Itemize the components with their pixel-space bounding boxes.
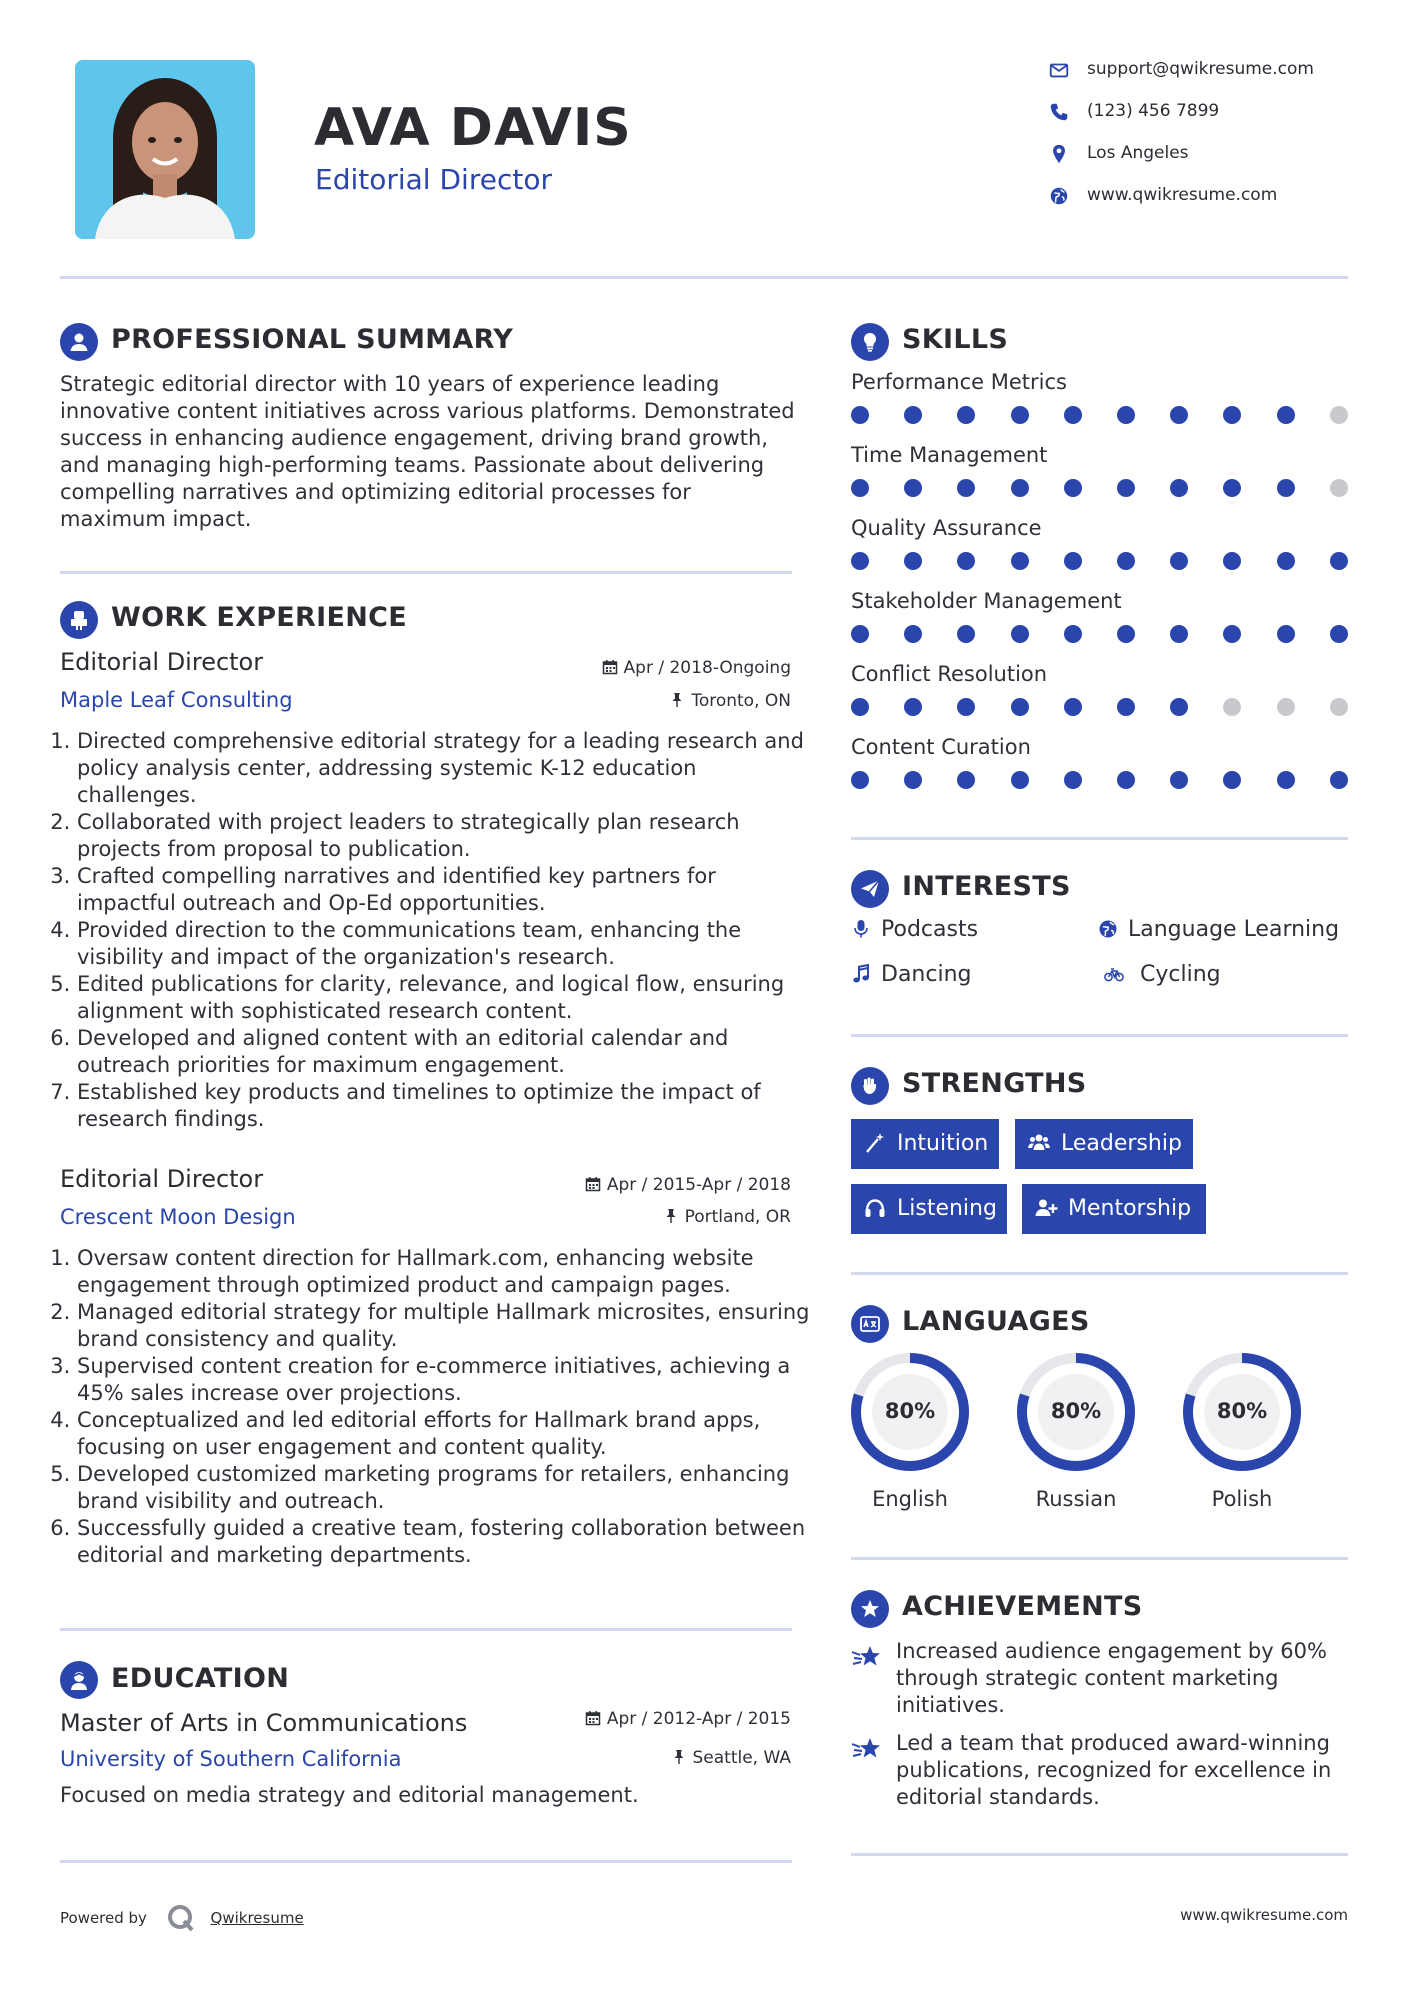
job-title-1: Editorial Director bbox=[60, 648, 264, 676]
language-percent: 80% bbox=[884, 1399, 936, 1423]
section-title-summary: PROFESSIONAL SUMMARY bbox=[111, 324, 514, 355]
contact-location bbox=[1048, 141, 1348, 167]
skill-dot bbox=[1170, 771, 1188, 789]
skill-dot bbox=[1011, 625, 1029, 643]
education-location-text: Seattle, WA bbox=[692, 1748, 791, 1768]
section-title-experience: WORK EXPERIENCE bbox=[111, 602, 407, 633]
strength-label: Mentorship bbox=[1068, 1196, 1192, 1221]
skill-dot bbox=[957, 698, 975, 716]
skill-dot bbox=[1011, 552, 1029, 570]
skill-dot bbox=[1064, 552, 1082, 570]
skill-dot bbox=[1064, 771, 1082, 789]
skill-dot bbox=[957, 771, 975, 789]
qwikresume-link[interactable]: Qwikresume bbox=[210, 1909, 304, 1927]
skill-dot bbox=[904, 625, 922, 643]
skill-name: Content Curation bbox=[851, 735, 1031, 759]
globe-icon bbox=[1048, 185, 1070, 207]
skill-dot bbox=[1330, 698, 1348, 716]
skill-dot bbox=[851, 406, 869, 424]
education-dates bbox=[500, 1709, 791, 1729]
skill-dot bbox=[1117, 406, 1135, 424]
skill-dot bbox=[851, 698, 869, 716]
skill-dot bbox=[851, 771, 869, 789]
skill-dot bbox=[1223, 698, 1241, 716]
interest-label: Dancing bbox=[881, 962, 972, 987]
skill-dot bbox=[1117, 771, 1135, 789]
skill-dot bbox=[1277, 698, 1295, 716]
skill-dot bbox=[904, 552, 922, 570]
profile-photo bbox=[75, 60, 255, 239]
skill-dot bbox=[1277, 552, 1295, 570]
section-title-interests: INTERESTS bbox=[902, 871, 1071, 902]
header-divider bbox=[60, 276, 1348, 279]
skill-dot bbox=[1330, 479, 1348, 497]
skill-dot bbox=[851, 625, 869, 643]
pushpin-icon bbox=[669, 692, 685, 708]
language-name: Russian bbox=[1035, 1487, 1117, 1511]
list-item: 6. Developed and aligned content with an editorial calendar and outreach priorities for maximum engagement. bbox=[77, 1025, 817, 1079]
contact-location-text: Los Angeles bbox=[1087, 143, 1189, 163]
strength-label: Leadership bbox=[1061, 1131, 1182, 1156]
skill-dot bbox=[957, 479, 975, 497]
skill-dot bbox=[1117, 625, 1135, 643]
footer-url[interactable]: www.qwikresume.com bbox=[1180, 1906, 1348, 1924]
divider-strengths bbox=[851, 1272, 1348, 1275]
strength-label: Intuition bbox=[897, 1131, 989, 1156]
language-percent: 80% bbox=[1216, 1399, 1268, 1423]
users-icon bbox=[1027, 1131, 1051, 1155]
language-name: English bbox=[872, 1487, 948, 1511]
skill-dot bbox=[957, 406, 975, 424]
job-location-1 bbox=[500, 691, 791, 711]
job-location-1-text: Toronto, ON bbox=[691, 691, 791, 711]
section-title-skills: SKILLS bbox=[902, 324, 1009, 355]
education-dates-text: Apr / 2012-Apr / 2015 bbox=[606, 1709, 791, 1729]
phone-icon bbox=[1048, 101, 1070, 123]
skill-dot bbox=[904, 406, 922, 424]
language-icon bbox=[851, 1305, 889, 1343]
skill-name: Stakeholder Management bbox=[851, 589, 1122, 613]
skill-dot bbox=[1277, 625, 1295, 643]
skill-dot bbox=[1011, 406, 1029, 424]
skill-dot bbox=[1277, 771, 1295, 789]
skill-dot bbox=[1223, 552, 1241, 570]
star-badge-icon bbox=[851, 1590, 889, 1628]
strength-intuition bbox=[851, 1119, 999, 1169]
candidate-title: Editorial Director bbox=[315, 163, 552, 196]
language-percent: 80% bbox=[1050, 1399, 1102, 1423]
contact-phone[interactable] bbox=[1048, 99, 1348, 125]
list-item: 2. Collaborated with project leaders to strategically plan research projects from proposal to publication. bbox=[77, 809, 817, 863]
interest-label: Cycling bbox=[1140, 962, 1221, 987]
section-title-education: EDUCATION bbox=[111, 1663, 290, 1694]
skill-dot bbox=[1170, 406, 1188, 424]
contact-email-text: support@qwikresume.com bbox=[1087, 59, 1314, 79]
footer-powered-by bbox=[60, 1903, 304, 1933]
skill-dot bbox=[1170, 479, 1188, 497]
achievement-item: Led a team that produced award-winning publications, recognized for excellence in editorial standards. bbox=[896, 1731, 1332, 1809]
language-name: Polish bbox=[1211, 1487, 1273, 1511]
job-dates-2 bbox=[500, 1175, 791, 1195]
microphone-icon bbox=[851, 919, 871, 939]
list-item: 6. Successfully guided a creative team, fostering collaboration between editorial and marketing departments. bbox=[77, 1515, 817, 1569]
user-plus-icon bbox=[1034, 1196, 1058, 1220]
company-2: Crescent Moon Design bbox=[60, 1205, 296, 1229]
skill-name: Time Management bbox=[851, 443, 1048, 467]
skill-rating bbox=[851, 625, 1351, 645]
skill-dot bbox=[904, 698, 922, 716]
list-item: 3. Supervised content creation for e-commerce initiatives, achieving a 45% sales increase over projections. bbox=[77, 1353, 817, 1407]
skill-dot bbox=[1117, 552, 1135, 570]
shooting-star-icon bbox=[851, 1735, 885, 1765]
company-1: Maple Leaf Consulting bbox=[60, 688, 293, 712]
paper-plane-icon bbox=[851, 870, 889, 908]
contact-phone-text: (123) 456 7899 bbox=[1087, 101, 1220, 121]
qwikresume-logo-icon bbox=[166, 1903, 196, 1933]
list-item: 4. Conceptualized and led editorial efforts for Hallmark brand apps, focusing on user engagement and content quality. bbox=[77, 1407, 817, 1461]
job-bullets-1 bbox=[58, 728, 817, 1133]
skill-dot bbox=[1223, 479, 1241, 497]
skill-dot bbox=[957, 625, 975, 643]
magic-wand-icon bbox=[863, 1131, 887, 1155]
skill-dot bbox=[1011, 479, 1029, 497]
map-marker-icon bbox=[1048, 143, 1070, 165]
skill-dot bbox=[1170, 625, 1188, 643]
skill-dot bbox=[1330, 552, 1348, 570]
divider-achievements bbox=[851, 1853, 1348, 1856]
divider-languages bbox=[851, 1557, 1348, 1560]
skill-dot bbox=[1170, 552, 1188, 570]
envelope-icon bbox=[1048, 59, 1070, 81]
skill-rating bbox=[851, 552, 1351, 572]
skill-dot bbox=[1170, 698, 1188, 716]
skill-dot bbox=[1011, 698, 1029, 716]
music-note-icon bbox=[851, 964, 871, 984]
list-item: 4. Provided direction to the communications team, enhancing the visibility and impact of the organization's research. bbox=[77, 917, 817, 971]
section-title-achievements: ACHIEVEMENTS bbox=[902, 1591, 1143, 1622]
strength-label: Listening bbox=[897, 1196, 997, 1221]
skill-dot bbox=[904, 479, 922, 497]
divider-experience bbox=[60, 1628, 792, 1631]
strength-listening bbox=[851, 1184, 1007, 1234]
skill-dot bbox=[1064, 625, 1082, 643]
interest-language-learning bbox=[1098, 917, 1339, 942]
divider-interests bbox=[851, 1034, 1348, 1037]
list-item: 5. Developed customized marketing programs for retailers, enhancing brand visibility and outreach. bbox=[77, 1461, 817, 1515]
section-title-languages: LANGUAGES bbox=[902, 1306, 1090, 1337]
list-item: 1. Oversaw content direction for Hallmark.com, enhancing website engagement through optimized product and campaign pages. bbox=[77, 1245, 817, 1299]
skill-dot bbox=[1117, 479, 1135, 497]
education-location bbox=[500, 1748, 791, 1768]
achievement-item: Increased audience engagement by 60% through strategic content marketing initiatives. bbox=[896, 1639, 1327, 1717]
bicycle-icon bbox=[1098, 964, 1130, 984]
skill-dot bbox=[1277, 406, 1295, 424]
job-title-2: Editorial Director bbox=[60, 1165, 264, 1193]
candidate-name: AVA DAVIS bbox=[314, 98, 632, 158]
job-bullets-2 bbox=[58, 1245, 817, 1569]
skill-rating bbox=[851, 698, 1351, 718]
headphones-icon bbox=[863, 1196, 887, 1220]
list-item: 3. Crafted compelling narratives and identified key partners for impactful outreach and Op-Ed opportunities. bbox=[77, 863, 817, 917]
calendar-icon bbox=[602, 659, 618, 675]
list-item: 7. Established key products and timelines to optimize the impact of research findings. bbox=[77, 1079, 817, 1133]
shooting-star-icon bbox=[851, 1643, 885, 1673]
calendar-icon bbox=[585, 1710, 601, 1726]
job-location-2 bbox=[500, 1207, 791, 1227]
skill-name: Conflict Resolution bbox=[851, 662, 1048, 686]
graduate-icon bbox=[60, 1661, 98, 1699]
skill-dot bbox=[1223, 771, 1241, 789]
user-circle-icon bbox=[60, 323, 98, 361]
skill-name: Performance Metrics bbox=[851, 370, 1067, 394]
skill-dot bbox=[1117, 698, 1135, 716]
skill-rating bbox=[851, 406, 1351, 426]
skill-dot bbox=[1064, 406, 1082, 424]
skill-name: Quality Assurance bbox=[851, 516, 1042, 540]
job-location-2-text: Portland, OR bbox=[684, 1207, 791, 1227]
job-dates-1-text: Apr / 2018-Ongoing bbox=[623, 658, 791, 678]
skill-dot bbox=[1277, 479, 1295, 497]
degree: Master of Arts in Communications bbox=[60, 1709, 468, 1737]
divider-skills bbox=[851, 837, 1348, 840]
globe-icon bbox=[1098, 919, 1118, 939]
divider-education bbox=[60, 1860, 792, 1863]
skill-dot bbox=[957, 552, 975, 570]
skill-dot bbox=[1330, 406, 1348, 424]
skill-dot bbox=[1223, 406, 1241, 424]
raised-fist-icon bbox=[851, 1067, 889, 1105]
education-description: Focused on media strategy and editorial management. bbox=[60, 1783, 639, 1807]
strength-leadership bbox=[1015, 1119, 1193, 1169]
interest-cycling bbox=[1098, 962, 1221, 987]
skill-dot bbox=[1330, 771, 1348, 789]
list-item: 2. Managed editorial strategy for multiple Hallmark microsites, ensuring brand consistency and quality. bbox=[77, 1299, 817, 1353]
interest-label: Language Learning bbox=[1128, 917, 1340, 942]
interest-dancing bbox=[851, 962, 971, 987]
section-title-strengths: STRENGTHS bbox=[902, 1068, 1087, 1099]
skill-dot bbox=[851, 552, 869, 570]
summary-text: Strategic editorial director with 10 years of experience leading innovative content initiatives across various platforms. Demonstrated success in enhancing audience engagement, driving brand growth, and managing high-performing teams. Passionate about delivering compelling narratives and optimizing editorial processes for maximum impact. bbox=[60, 372, 795, 531]
strength-mentorship bbox=[1022, 1184, 1206, 1234]
school: University of Southern California bbox=[60, 1747, 402, 1771]
calendar-icon bbox=[585, 1176, 601, 1192]
divider-summary bbox=[60, 571, 792, 574]
skill-dot bbox=[851, 479, 869, 497]
contact-website-text: www.qwikresume.com bbox=[1087, 185, 1278, 205]
lightbulb-icon bbox=[851, 323, 889, 361]
skill-dot bbox=[904, 771, 922, 789]
skills-list bbox=[851, 370, 1351, 800]
pushpin-icon bbox=[671, 1749, 687, 1765]
interest-podcasts bbox=[851, 917, 978, 942]
powered-by-label: Powered by bbox=[60, 1909, 147, 1927]
contact-email[interactable] bbox=[1048, 57, 1348, 83]
interest-label: Podcasts bbox=[881, 917, 979, 942]
contact-website[interactable] bbox=[1048, 183, 1348, 209]
pushpin-icon bbox=[663, 1208, 679, 1224]
skill-rating bbox=[851, 479, 1351, 499]
skill-dot bbox=[1330, 625, 1348, 643]
skill-dot bbox=[1064, 698, 1082, 716]
list-item: 1. Directed comprehensive editorial strategy for a leading research and policy analysis center, addressing systemic K-12 education challenges. bbox=[77, 728, 817, 809]
skill-dot bbox=[1064, 479, 1082, 497]
job-dates-2-text: Apr / 2015-Apr / 2018 bbox=[606, 1175, 791, 1195]
skill-rating bbox=[851, 771, 1351, 791]
job-dates-1 bbox=[500, 658, 791, 678]
list-item: 5. Edited publications for clarity, relevance, and logical flow, ensuring alignment with sophisticated research content. bbox=[77, 971, 817, 1025]
briefcase-icon bbox=[60, 601, 98, 639]
skill-dot bbox=[1223, 625, 1241, 643]
skill-dot bbox=[1011, 771, 1029, 789]
